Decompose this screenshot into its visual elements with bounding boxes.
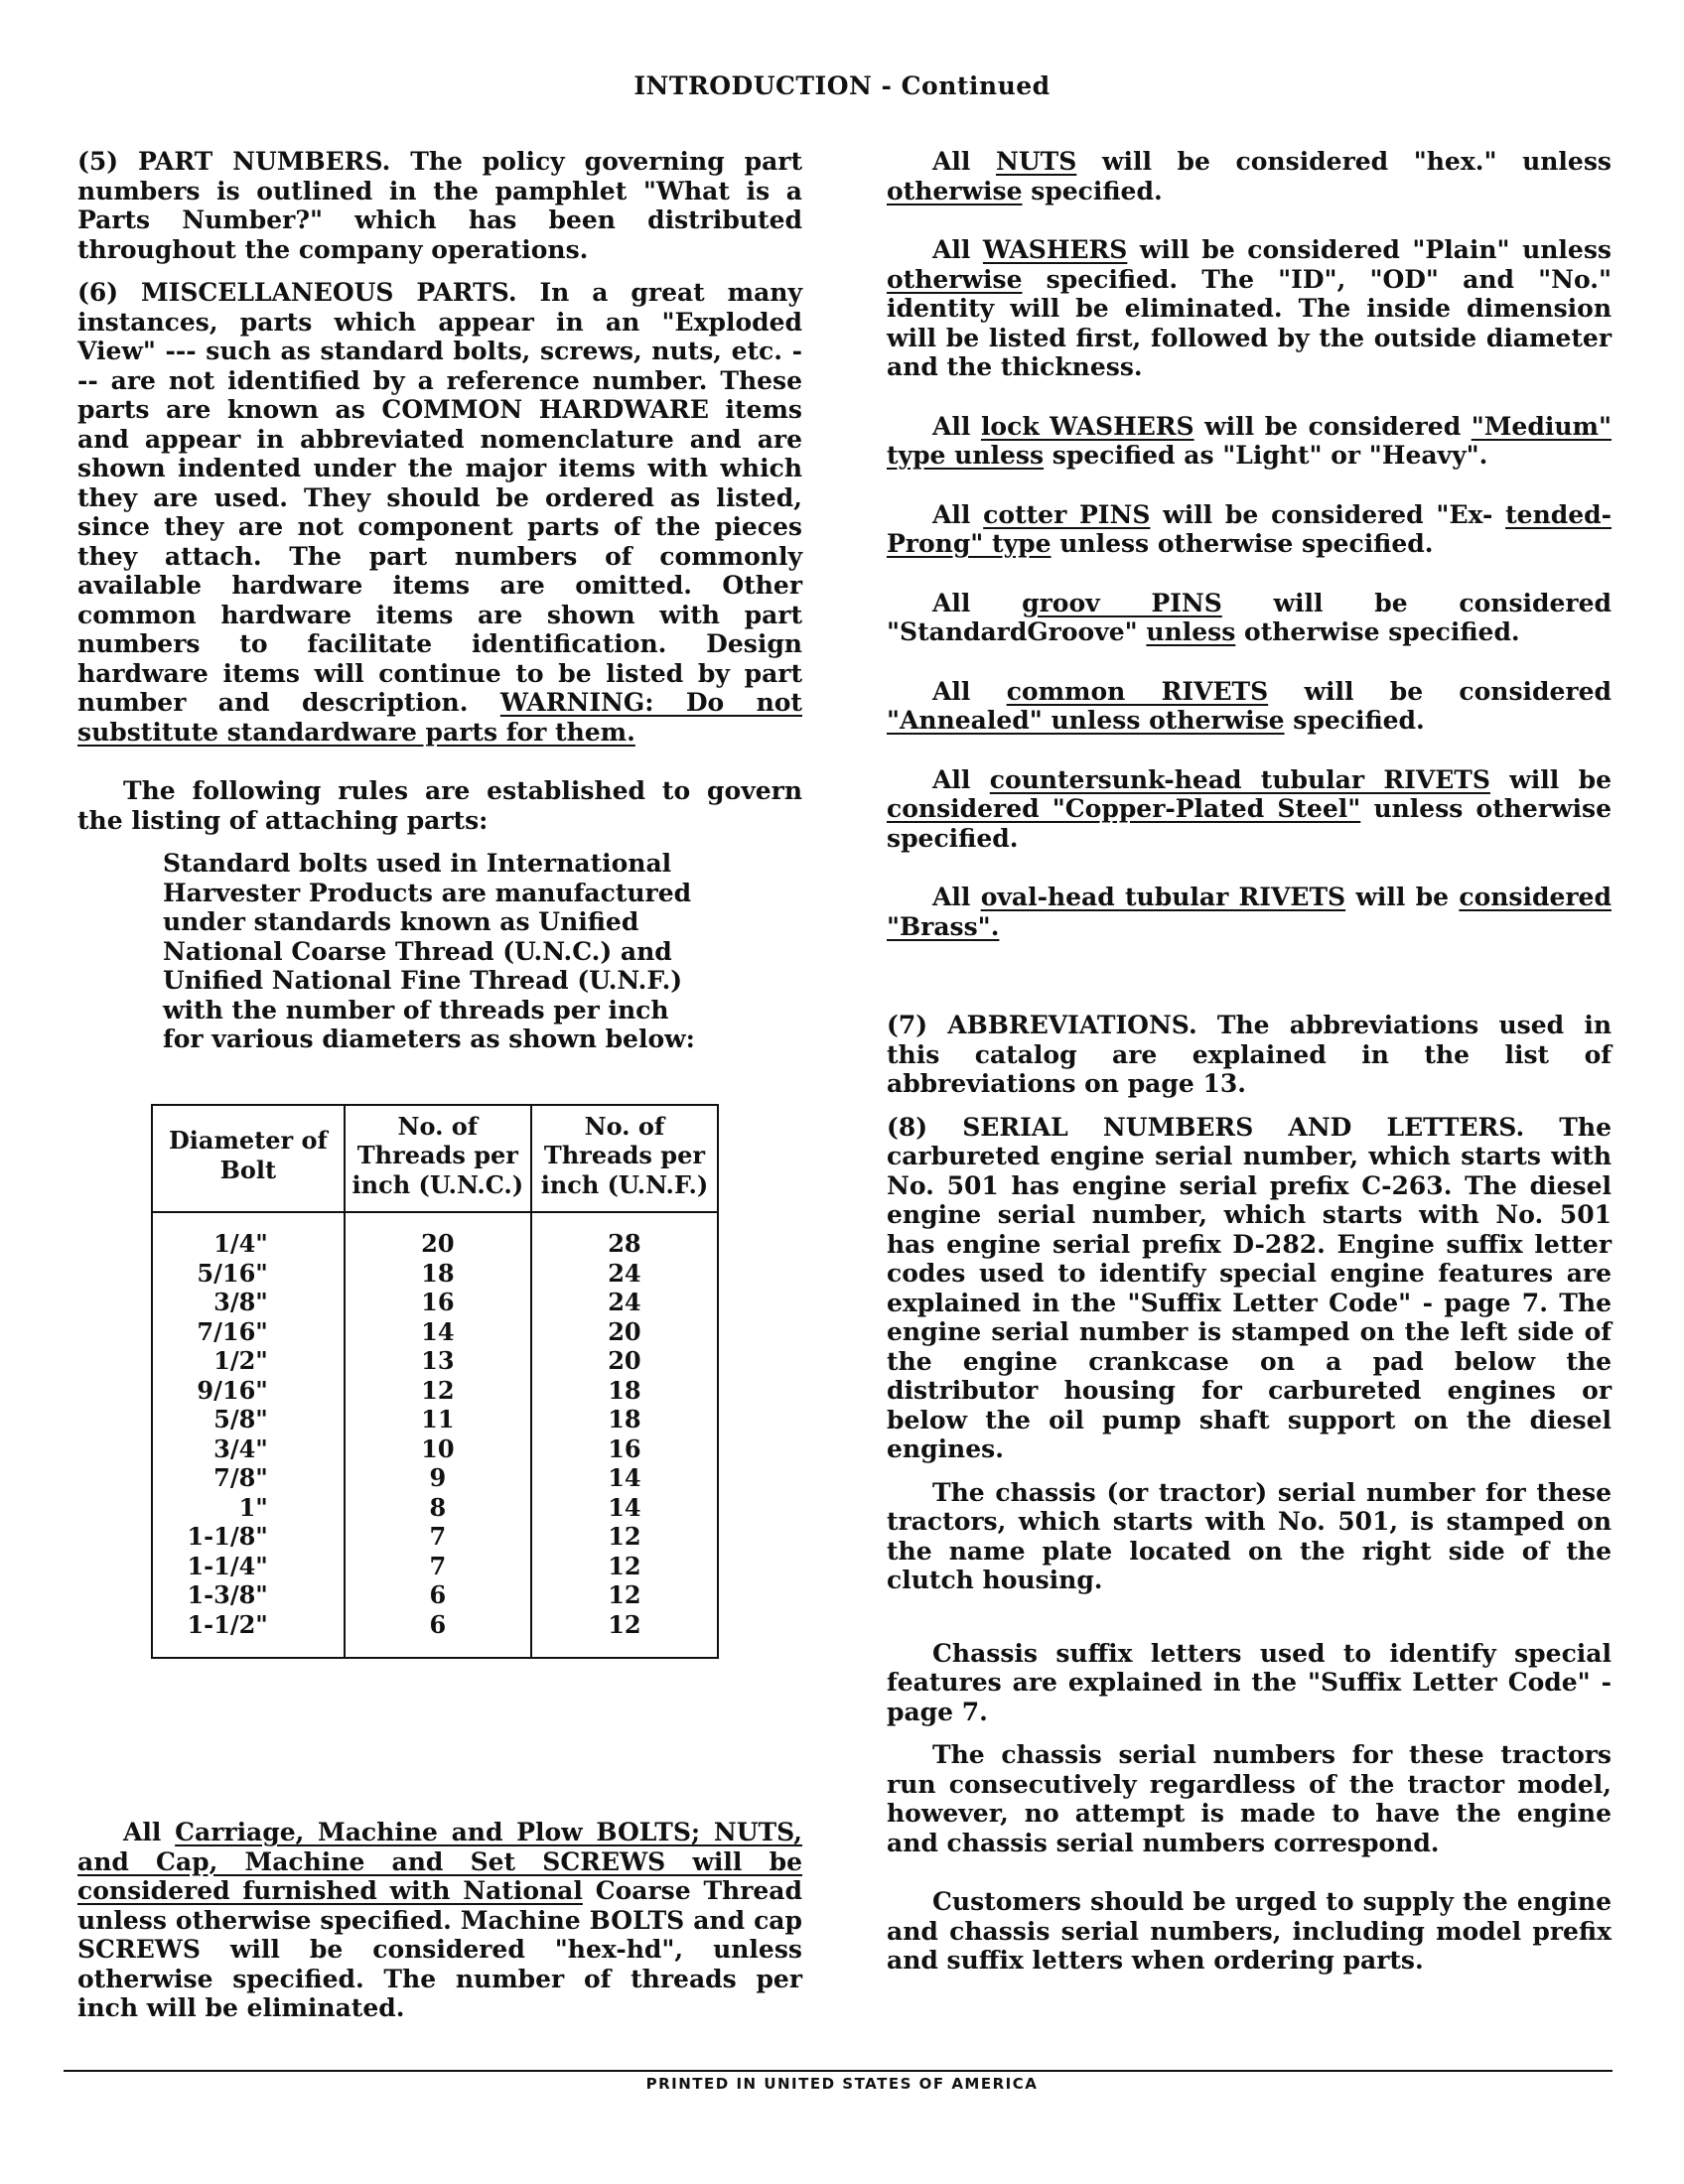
rule-text: will be considered "StandardGroove" [887, 588, 1612, 646]
bolts-rule-paragraph [77, 1818, 802, 2023]
lock-washers-rule [887, 412, 1612, 471]
rule-text: specified. The "ID", "OD" and "No." identity will be eliminated. The inside dimension will be listed first, followed by the outside diameter and the thickness. [887, 264, 1612, 381]
rule-underlined: unless [1146, 617, 1236, 646]
unc-cell: 16 [345, 1288, 531, 1317]
diameter-cell: 3/4" [152, 1434, 345, 1464]
rule-keyword: lock WASHERS [980, 411, 1194, 441]
misc-parts-text: (6) MISCELLANEOUS PARTS. In a great many instances, parts which appear in an "Exploded View" --- such as standard bolts, screws, nuts, etc. --- are not identified by a reference number. These parts are known as COMMON HARDWARE items and appear in abbreviated nomenclature and are shown indented under the major items with which they are used. They should be ordered as listed, since they are not component parts of the pieces they attach. The part numbers of commonly available hardware items are omitted. Other common hardware items are shown with part numbers to facilitate identification. Design hardware items will continue to be listed by part number and description. [77, 278, 802, 717]
table-row [152, 1259, 718, 1289]
rule-text: All [932, 411, 971, 441]
rule-text: All [932, 235, 971, 264]
unc-cell: 7 [345, 1522, 531, 1552]
groov-pins-rule [887, 589, 1612, 647]
washers-rule [887, 235, 1612, 382]
diameter-cell: 7/16" [152, 1317, 345, 1347]
unc-cell: 6 [345, 1610, 531, 1659]
unf-cell: 28 [531, 1212, 718, 1259]
rule-text: All [932, 676, 971, 706]
rule-text: will be considered "hex." unless [1101, 147, 1612, 176]
common-rivets-rule [887, 677, 1612, 736]
table-row [152, 1317, 718, 1347]
rule-keyword: countersunk-head tubular RIVETS [989, 764, 1490, 794]
rule-keyword: NUTS [996, 147, 1077, 176]
serial-paragraph: (8) SERIAL NUMBERS AND LETTERS. The carbureted engine serial number, which starts with No. 501 has engine serial prefix C-263. The diesel engine serial number, which starts with No. 501 has engine serial prefix D-282. Engine suffix letter codes used to identify special engine features are explained in the "Suffix Letter Code" - page 7. The engine serial number is stamped on the left side of the engine crankcase on a pad below the distributor housing for carbureted engines or below the oil pump shaft support on the diesel engines. [887, 1112, 1612, 1463]
rule-text: unless otherwise specified. [1059, 529, 1434, 558]
rule-underlined: tended-Prong" type [887, 499, 1612, 558]
unc-cell: 11 [345, 1405, 531, 1434]
chassis-paragraph: The chassis (or tractor) serial number for these tractors, which starts with No. 501, is stamped on the name plate located on the right side of the clutch housing. [887, 1477, 1612, 1594]
unf-cell: 14 [531, 1493, 718, 1523]
unf-cell: 20 [531, 1317, 718, 1347]
unc-cell: 14 [345, 1317, 531, 1347]
unc-cell: 18 [345, 1259, 531, 1289]
unf-cell: 12 [531, 1552, 718, 1581]
unc-cell: 9 [345, 1463, 531, 1493]
bolts-rule-pre: All [123, 1818, 162, 1846]
misc-parts-paragraph [77, 278, 802, 747]
nuts-rule [887, 147, 1612, 205]
right-column [887, 147, 1612, 1976]
rule-keyword: groov PINS [1022, 588, 1222, 617]
unf-cell: 18 [531, 1376, 718, 1406]
table-row [152, 1376, 718, 1406]
table-row [152, 1493, 718, 1523]
unf-cell: 12 [531, 1610, 718, 1659]
table-row [152, 1580, 718, 1610]
rule-text: specified. [1031, 176, 1163, 205]
header-unf: No. of Threads per inch (U.N.F.) [531, 1105, 718, 1213]
table-row [152, 1346, 718, 1376]
rule-text: All [932, 588, 971, 617]
rule-text: will be considered "Plain" unless [1139, 235, 1612, 264]
cotter-pins-rule [887, 500, 1612, 559]
unf-cell: 20 [531, 1346, 718, 1376]
unc-cell: 8 [345, 1493, 531, 1523]
header-diameter: Diameter of Bolt [152, 1105, 345, 1213]
rule-text: specified. [1293, 706, 1425, 735]
rule-text: All [932, 883, 971, 911]
rule-keyword: cotter PINS [983, 499, 1151, 529]
unf-cell: 12 [531, 1522, 718, 1552]
rule-text: will be [1355, 883, 1450, 911]
diameter-cell: 1-1/2" [152, 1610, 345, 1659]
footer-imprint: PRINTED IN UNITED STATES OF AMERICA [645, 2075, 1039, 2093]
countersunk-rivets-rule [887, 765, 1612, 854]
thread-table-body [152, 1212, 718, 1658]
unc-cell: 12 [345, 1376, 531, 1406]
diameter-cell: 7/8" [152, 1463, 345, 1493]
rule-keyword: oval-head tubular RIVETS [980, 883, 1346, 911]
rule-keyword: WASHERS [982, 235, 1128, 264]
table-row [152, 1552, 718, 1581]
rule-keyword: common RIVETS [1006, 676, 1269, 706]
diameter-cell: 3/8" [152, 1288, 345, 1317]
rule-text: will be [1509, 764, 1612, 794]
rule-underlined: otherwise [887, 264, 1023, 294]
unf-cell: 14 [531, 1463, 718, 1493]
rule-underlined: otherwise [887, 176, 1023, 205]
abbreviations-paragraph: (7) ABBREVIATIONS. The abbreviations used in this catalog are explained in the list of abbreviations on page 13. [887, 1011, 1612, 1098]
unf-cell: 24 [531, 1288, 718, 1317]
thread-table [151, 1104, 719, 1660]
diameter-cell: 5/8" [152, 1405, 345, 1434]
footer-divider [64, 2070, 1613, 2072]
bolts-rule-underlined: Carriage, Machine and Plow BOLTS; NUTS, and Cap, Machine and Set SCREWS will be considered furnished with National [77, 1818, 802, 1905]
unc-cell: 13 [345, 1346, 531, 1376]
rule-text: All [932, 147, 971, 176]
rule-text: otherwise specified. [1244, 617, 1520, 646]
warning-text: WARNING: Do not substitute standardware parts for them. [77, 688, 802, 747]
rule-text: specified as "Light" or "Heavy". [1052, 441, 1488, 470]
table-row [152, 1463, 718, 1493]
table-row [152, 1434, 718, 1464]
table-row [152, 1405, 718, 1434]
diameter-cell: 1-1/8" [152, 1522, 345, 1552]
unc-cell: 10 [345, 1434, 531, 1464]
unc-cell: 6 [345, 1580, 531, 1610]
unf-cell: 12 [531, 1580, 718, 1610]
unf-cell: 24 [531, 1259, 718, 1289]
unc-cell: 20 [345, 1212, 531, 1259]
left-column [77, 147, 802, 2023]
oval-rivets-rule [887, 883, 1612, 941]
table-row [152, 1288, 718, 1317]
rule-underlined: considered "Copper-Plated Steel" [887, 794, 1361, 823]
table-row [152, 1522, 718, 1552]
diameter-cell: 1-3/8" [152, 1580, 345, 1610]
rule-text: unless otherwise specified. [887, 794, 1612, 853]
page-title: INTRODUCTION - Continued [633, 71, 1051, 100]
diameter-cell: 1/4" [152, 1212, 345, 1259]
rule-text: All [932, 499, 971, 529]
rule-text: will be considered [1304, 676, 1612, 706]
rule-text: will be considered [1204, 411, 1462, 441]
diameter-cell: 5/16" [152, 1259, 345, 1289]
rule-underlined: considered "Brass". [887, 883, 1612, 941]
table-row [152, 1212, 718, 1259]
unf-cell: 18 [531, 1405, 718, 1434]
rule-underlined: "Medium" type unless [887, 411, 1612, 470]
unc-cell: 7 [345, 1552, 531, 1581]
table-row [152, 1610, 718, 1659]
rules-intro: The following rules are established to govern the listing of attaching parts: [77, 776, 802, 835]
part-numbers-paragraph: (5) PART NUMBERS. The policy governing part numbers is outlined in the pamphlet "What is a Parts Number?" which has been distributed throughout the company operations. [77, 147, 802, 264]
diameter-cell: 1" [152, 1493, 345, 1523]
thread-table-header [152, 1105, 718, 1213]
rule-text: All [932, 764, 971, 794]
header-unc: No. of Threads per inch (U.N.C.) [345, 1105, 531, 1213]
diameter-cell: 1-1/4" [152, 1552, 345, 1581]
diameter-cell: 9/16" [152, 1376, 345, 1406]
rule-text: will be considered "Ex- [1163, 499, 1493, 529]
bolts-rule-post: Coarse Thread unless otherwise specified. Machine BOLTS and cap SCREWS will be considered "hex-hd", unless otherwise specified. The number of threads per inch will be eliminated. [77, 1876, 802, 2022]
rule-underlined: "Annealed" unless otherwise [887, 706, 1285, 735]
consecutive-paragraph: The chassis serial numbers for these tractors run consecutively regardless of the tractor model, however, no attempt is made to have the engine and chassis serial numbers correspond. [887, 1740, 1612, 1857]
customers-paragraph: Customers should be urged to supply the engine and chassis serial numbers, including model prefix and suffix letters when ordering parts. [887, 1887, 1612, 1975]
chassis-suffix-paragraph: Chassis suffix letters used to identify special features are explained in the "Suffix Letter Code" - page 7. [887, 1638, 1612, 1726]
unf-cell: 16 [531, 1434, 718, 1464]
bolts-intro: Standard bolts used in International Harvester Products are manufactured under standards known as Unified National Coarse Thread (U.N.C.) and Unified National Fine Thread (U.N.F.) with the number of threads per inch for various diameters as shown below: [163, 849, 695, 1053]
diameter-cell: 1/2" [152, 1346, 345, 1376]
